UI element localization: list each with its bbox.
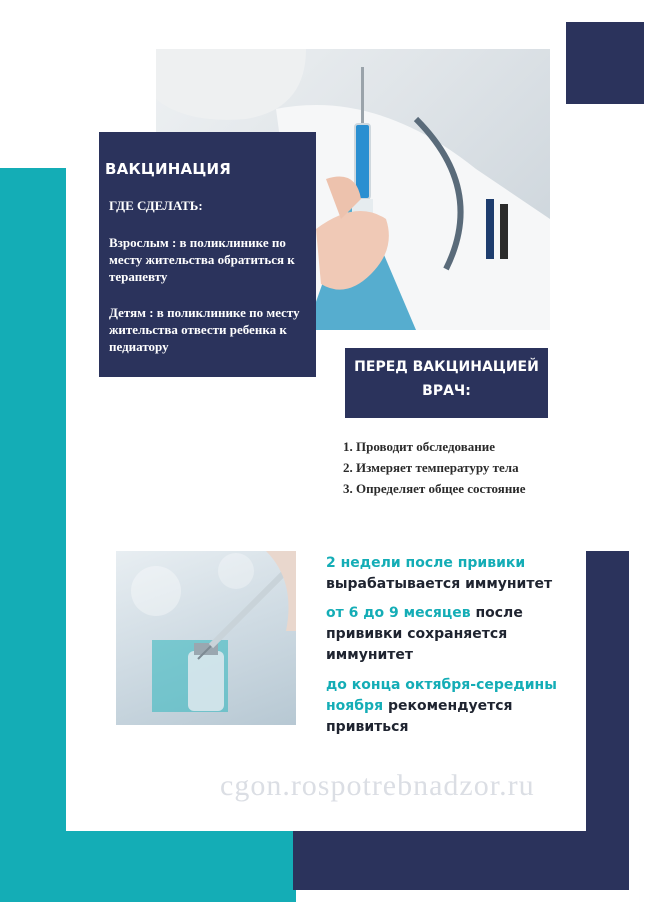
list-item: 3. Определяет общее состояние [343,481,526,496]
before-title-line2: ВРАЧ: [422,383,471,399]
teal-band-left [0,168,66,902]
fact-highlight: до конца октября-середины ноября [326,677,557,714]
fact-highlight: от 6 до 9 месяцев [326,605,471,621]
list-item: 1. Проводит обследование [343,439,495,454]
watermark: cgon.rospotrebnadzor.ru [220,769,535,802]
steps-list [343,436,526,499]
vaccination-card [99,132,316,377]
fact-recommended-time [326,675,576,738]
navy-square-top-right [566,22,644,104]
fact-immunity-development [326,553,596,595]
teal-band-bottom [0,831,296,902]
vial-illustration [116,551,296,725]
before-title-line1: ПЕРЕД ВАКЦИНАЦИЕЙ [354,359,539,375]
before-vaccination-card [345,348,548,418]
list-item: 2. Измеряет температуру тела [343,460,519,475]
fact-immunity-duration [326,603,566,666]
fact-text: вырабатывается иммунитет [326,576,553,592]
fact-text: после прививки сохраняется иммунитет [326,605,523,663]
vaccination-title: ВАКЦИНАЦИЯ [105,160,231,178]
where-label: ГДЕ СДЕЛАТЬ: [109,198,203,213]
children-text: Детям : в поликлинике по месту жительства отвести ребенка к педиатору [109,305,300,354]
fact-text: рекомендуется привиться [326,698,513,735]
fact-highlight: 2 недели после привики [326,555,526,571]
vaccine-vial-syringe-photo [116,551,296,725]
adults-text: Взрослым : в поликлинике по месту жительства обратиться к терапевту [109,235,295,284]
